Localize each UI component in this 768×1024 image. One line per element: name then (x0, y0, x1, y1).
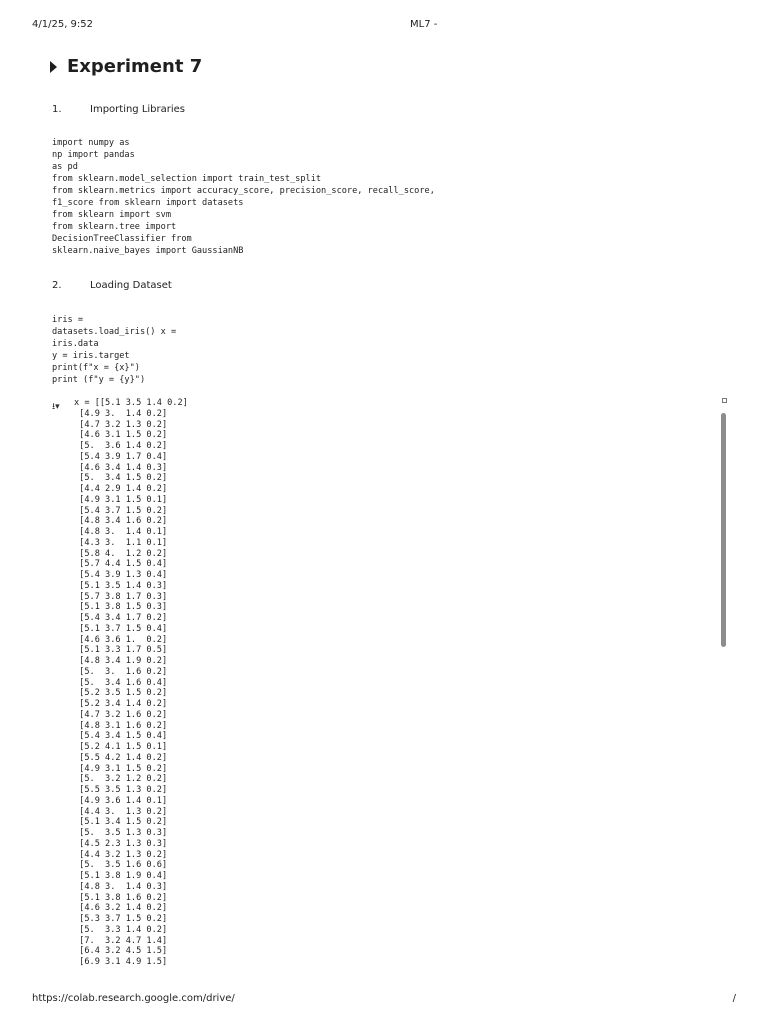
page-url: https://colab.research.google.com/drive/ (32, 993, 235, 1004)
print-title: ML7 - (410, 19, 438, 30)
scrollbar-thumb[interactable] (721, 413, 726, 647)
step-label: Loading Dataset (90, 280, 172, 291)
step-number: 2. (52, 280, 62, 291)
code-cell-imports[interactable]: import numpy as np import pandas as pd from sklearn.model_selection import train_test_split from sklearn.metrics import accuracy_score, precision_score, recall_score, f1_score from sklearn import datasets from sklearn import svm from sklearn.tree import DecisionTreeClassifier from sklearn.naive_bayes import GaussianNB (52, 138, 435, 256)
step-number: 1. (52, 104, 62, 115)
scroll-up-arrow-icon[interactable] (722, 398, 727, 403)
print-footer (32, 993, 736, 1007)
output-text: x = [[5.1 3.5 1.4 0.2] [4.9 3. 1.4 0.2] [4.7 3.2 1.3 0.2] [4.6 3.1 1.5 0.2] [5. 3.6 1.4 0.2] [5.4 3.9 1.7 0.4] [4.6 3.4 1.4 0.3] [5. 3.4 1.5 0.2] [4.4 2.9 1.4 0.2] [4.9 3.1 1.5 0.1] [5.4 3.7 1.5 0.2] [4.8 3.4 1.6 0.2] [4.8 3. 1.4 0.1] [4.3 3. 1.1 0.1] [5.8 4. 1.2 0.2] [5.7 4.4 1.5 0.4] [5.4 3.9 1.3 0.4] [5.1 3.5 1.4 0.3] [5.7 3.8 1.7 0.3] [5.1 3.8 1.5 0.3] [5.4 3.4 1.7 0.2] [5.1 3.7 1.5 0.4] [4.6 3.6 1. 0.2] [5.1 3.3 1.7 0.5] [4.8 3.4 1.9 0.2] [5. 3. 1.6 0.2] [5. 3.4 1.6 0.4] [5.2 3.5 1.5 0.2] [5.2 3.4 1.4 0.2] [4.7 3.2 1.6 0.2] [4.8 3.1 1.6 0.2] [5.4 3.4 1.5 0.4] [5.2 4.1 1.5 0.1] [5.5 4.2 1.4 0.2] [4.9 3.1 1.5 0.2] [5. 3.2 1.2 0.2] [5.5 3.5 1.3 0.2] [4.9 3.6 1.4 0.1] [4.4 3. 1.3 0.2] [5.1 3.4 1.5 0.2] [5. 3.5 1.3 0.3] [4.5 2.3 1.3 0.3] [4.4 3.2 1.3 0.2] [5. 3.5 1.6 0.6] [5.1 3.8 1.9 0.4] [4.8 3. 1.4 0.3] [5.1 3.8 1.6 0.2] [4.6 3.2 1.4 0.2] [5.3 3.7 1.5 0.2] [5. 3.3 1.4 0.2] [7. 3.2 4.7 1.4] [6.4 3.2 4.5 1.5] [6.9 3.1 4.9 1.5] (74, 398, 188, 967)
page-number: / (732, 993, 736, 1004)
output-scrollbar[interactable] (720, 398, 730, 998)
section-title: Experiment 7 (67, 56, 203, 77)
collapse-caret-icon[interactable] (50, 61, 57, 73)
print-date: 4/1/25, 9:52 (32, 19, 94, 30)
code-cell-load-dataset[interactable]: iris = datasets.load_iris() x = iris.data y = iris.target print(f"x = {x}") print (f"y = {y}") (52, 315, 177, 385)
print-header (32, 19, 736, 33)
step-heading-loading (52, 280, 172, 291)
output-toggle-icon[interactable]: ⭳▾ (52, 402, 60, 412)
step-heading-importing (52, 104, 185, 115)
section-heading[interactable] (50, 56, 202, 77)
step-label: Importing Libraries (90, 104, 186, 115)
